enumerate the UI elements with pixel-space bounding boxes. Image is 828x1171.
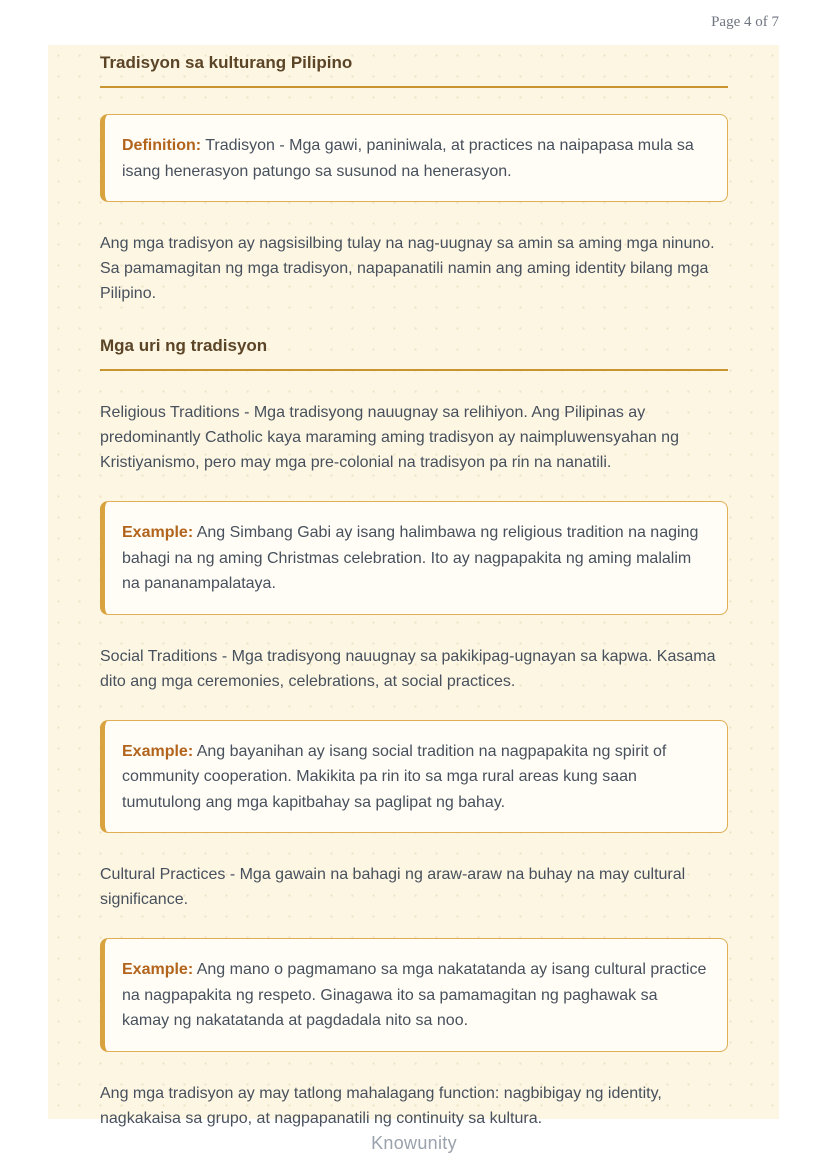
footer-brand: Knowunity: [371, 1133, 457, 1153]
paragraph-cultural-practices: Cultural Practices - Mga gawain na bahagi ng araw-araw na buhay na may cultural significance.: [100, 866, 686, 908]
example-callout-religious: [100, 501, 728, 615]
definition-label: Definition:: [122, 137, 202, 154]
paragraph-functions: Ang mga tradisyon ay may tatlong mahalagang function: nagbibigay ng identity, nagkakaisa sa grupo, at nagpapanatili ng continuity sa kultura.: [100, 1084, 662, 1127]
paragraph-social-traditions: Social Traditions - Mga tradisyong nauugnay sa pakikipag-ugnayan sa kapwa. Kasama dito ang mga ceremonies, celebrations, at social practices.: [100, 647, 716, 690]
example-text: Ang mano o pagmamano sa mga nakatatanda ay isang cultural practice na nagpapakita ng respeto. Ginagawa ito sa pamamagitan ng paghawak sa kamay ng nakatatanda at pagdadala nito sa noo.: [122, 961, 707, 1029]
example-text: Ang Simbang Gabi ay isang halimbawa ng religious tradition na naging bahagi na ng aming Christmas celebration. Ito ay nagpapakita ng aming malalim na pananampalataya.: [122, 524, 699, 592]
document-page: [48, 45, 779, 1127]
page-indicator: Page 4 of 7: [711, 14, 779, 30]
paragraph-intro: Ang mga tradisyon ay nagsisilbing tulay na nag-uugnay sa amin sa aming mga ninuno. Sa pamamagitan ng mga tradisyon, napapanatili namin ang aming identity bilang mga Pilipino.: [100, 235, 715, 302]
section-heading-traditions: Tradisyon sa kulturang Pilipino: [100, 53, 728, 88]
example-label: Example:: [122, 524, 194, 541]
definition-text: Tradisyon - Mga gawi, paniniwala, at practices na naipapasa mula sa isang henerasyon patungo sa susunod na henerasyon.: [122, 137, 694, 180]
definition-callout: [100, 114, 728, 202]
example-label: Example:: [122, 961, 194, 978]
paragraph-religious-traditions: Religious Traditions - Mga tradisyong nauugnay sa relihiyon. Ang Pilipinas ay predominantly Catholic kaya maraming aming tradisyon ay naimpluwensyahan ng Kristiyanismo, pero may mga pre-colonial na tradisyon pa rin na nanatili.: [100, 404, 679, 471]
example-text: Ang bayanihan ay isang social tradition na nagpapakita ng spirit of community cooperation. Makikita pa rin ito sa mga rural areas kung saan tumutulong ang mga kapitbahay sa paglipat ng bahay.: [122, 742, 667, 811]
example-label: Example:: [122, 742, 194, 760]
section-heading-types: Mga uri ng tradisyon: [100, 336, 728, 371]
example-callout-social: [100, 720, 728, 834]
example-callout-cultural: [100, 938, 728, 1052]
